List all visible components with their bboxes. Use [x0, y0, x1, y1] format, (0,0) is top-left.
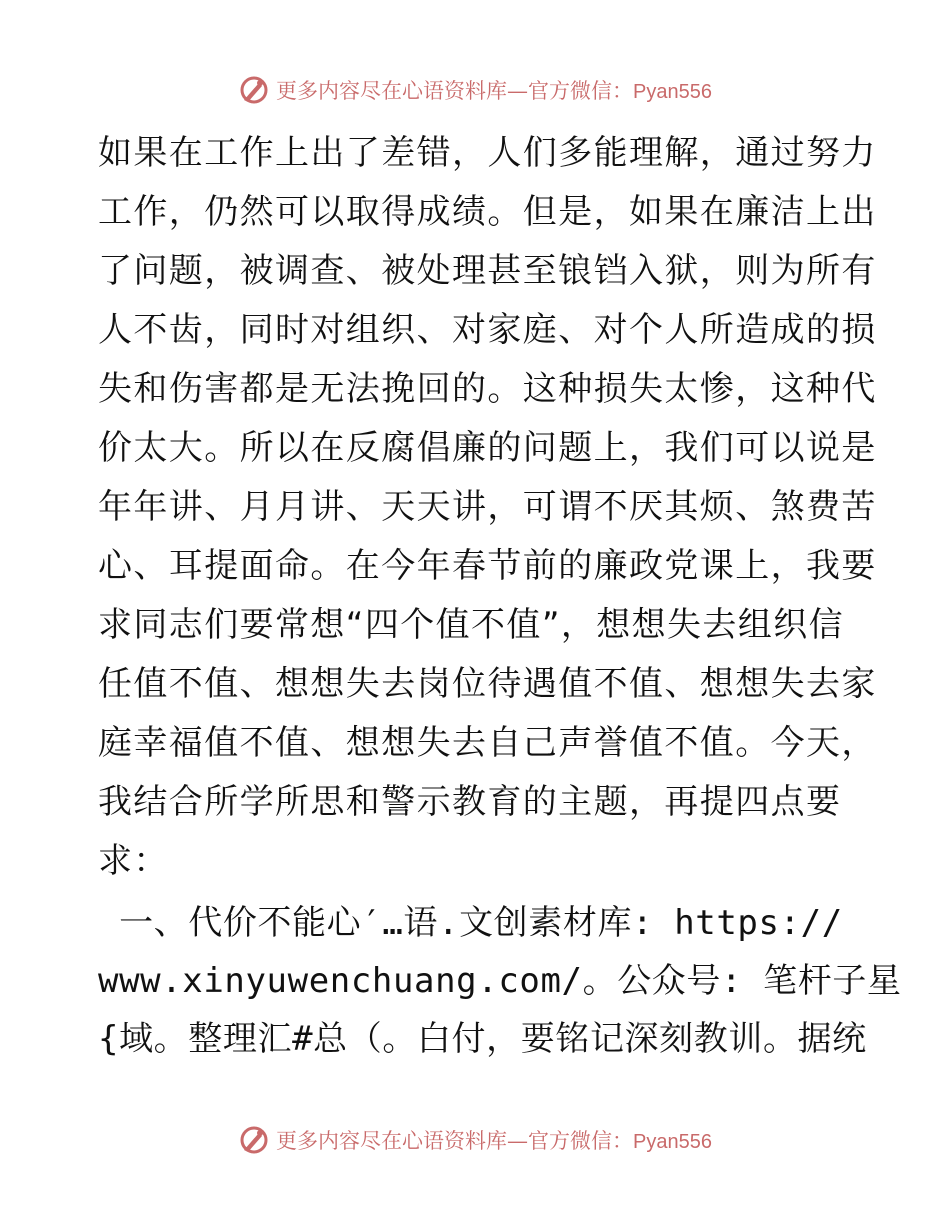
text-line: 一、代价不能心′…语.文创素材库: https:// [98, 903, 843, 943]
brush-logo-icon [238, 1124, 270, 1156]
text-line: 价太大。所以在反腐倡廉的问题上，我们可以说是 [98, 428, 877, 468]
text-line: {域。整理汇#总（。白付，要铭记深刻教训。据统 [98, 1019, 867, 1059]
text-line: 求： [98, 841, 169, 881]
text-line: 求同志们要常想“四个值不值”，想想失去组织信 [98, 605, 845, 645]
header-watermark [0, 70, 950, 110]
text-line: www.xinyuwenchuang.com/。公众号: 笔杆子星 [98, 961, 902, 1001]
text-line: 我结合所学所思和警示教育的主题，再提四点要 [98, 782, 842, 822]
text-line: 任值不值、想想失去岗位待遇值不值、想想失去家 [98, 664, 877, 704]
footer-watermark [0, 1120, 950, 1160]
text-line: 年年讲、月月讲、天天讲，可谓不厌其烦、煞费苦 [98, 487, 877, 527]
paragraph-2 [98, 894, 902, 1068]
text-line: 了问题，被调查、被处理甚至锒铛入狱，则为所有 [98, 251, 877, 291]
text-line: 心、耳提面命。在今年春节前的廉政党课上，我要 [98, 546, 877, 586]
text-line: 庭幸福值不值、想想失去自己声誉值不值。今天， [98, 723, 877, 763]
text-line: 工作，仍然可以取得成绩。但是，如果在廉洁上出 [98, 192, 877, 232]
paragraph-1 [98, 124, 877, 891]
watermark-text: 更多内容尽在心语资料库—官方微信：Pyan556 [276, 1129, 712, 1153]
text-line: 如果在工作上出了差错，人们多能理解，通过努力 [98, 133, 877, 173]
text-line: 失和伤害都是无法挽回的。这种损失太惨，这种代 [98, 369, 877, 409]
text-line: 人不齿，同时对组织、对家庭、对个人所造成的损 [98, 310, 877, 350]
brush-logo-icon [238, 74, 270, 106]
watermark-text: 更多内容尽在心语资料库—官方微信：Pyan556 [276, 79, 712, 103]
